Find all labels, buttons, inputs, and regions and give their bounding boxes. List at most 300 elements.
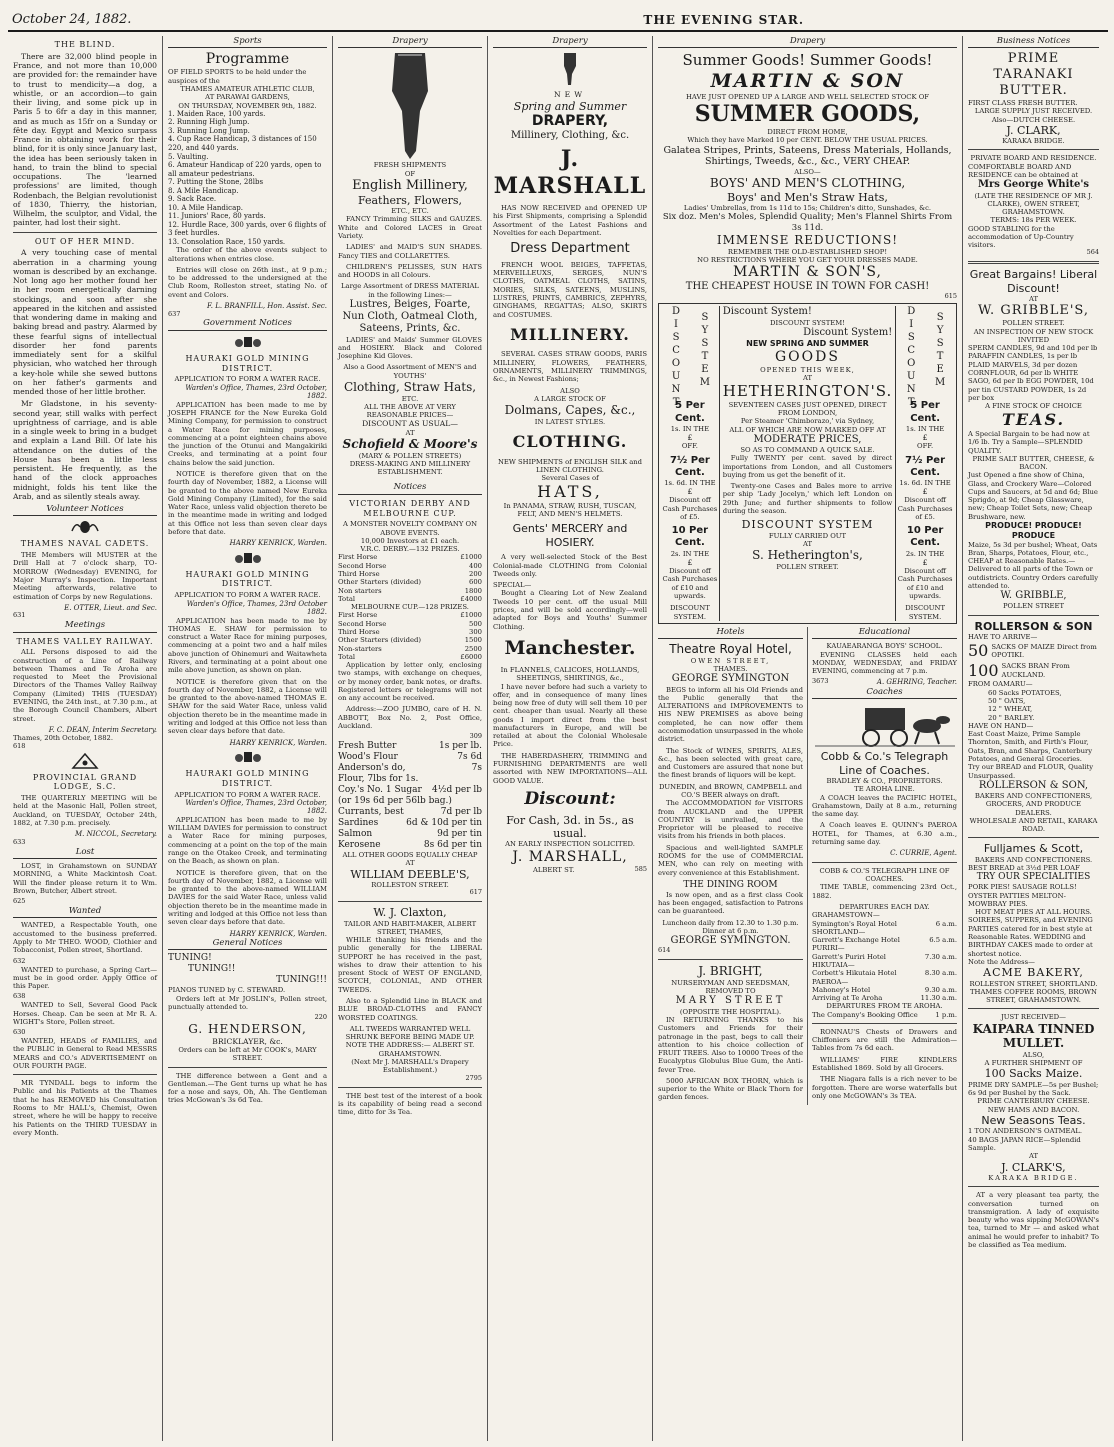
row-value: £4000 (460, 594, 482, 603)
bargains-title: Great Bargains! Liberal Discount! (969, 268, 1098, 295)
issue-date: October 24, 1882. (12, 12, 132, 28)
price-item: Salmon (338, 829, 373, 839)
cobb-telegraph: COBB & CO.'S TELEGRAPH LINE OF COACHES. (819, 866, 950, 884)
derby-title: VICTORIAN DERBY AND MELBOURNE CUP. (349, 498, 471, 518)
event-item: 6. Amateur Handicap of 220 yards, open to all amateur pedestrians. (168, 161, 322, 178)
column-business (963, 36, 1104, 1441)
martin-sons: MARTIN & SON'S, (733, 264, 882, 281)
cup-prize-table (338, 611, 482, 661)
hundred-number: 100 (968, 660, 999, 680)
hotels-header: Hotels (658, 627, 803, 639)
mind-title: OUT OF HER MIND. (34, 236, 136, 246)
twenty-text: Twenty-one Cases and Bales more to arrive per ship 'Lady Jocelyn,' which left London on 29th June; and further shipments to follow during the season. (722, 482, 893, 515)
divider (338, 1087, 482, 1088)
table-row (812, 961, 957, 969)
programme-entries: Entries will close on 26th inst., at 9 p.m.; to be addressed to the undersigned at the Club Room, Rolleston street, stating No. of event and Colors. (168, 265, 327, 299)
coach-text-2: A Coach leaves E. QUINN's PAEROA HOTEL, for Thames, at 6.30 a.m., returning same day. (812, 821, 957, 847)
deeble-street: ROLLESTON STREET. (371, 880, 449, 889)
java-text: 40 BAGS JAPAN RICE—Splendid Sample. (968, 1135, 1081, 1152)
column-notices (163, 36, 333, 1441)
ds-carried: DISCOUNT SYSTEM (741, 518, 874, 532)
row-value: £1000 (460, 611, 482, 620)
programme-intro: OF FIELD SPORTS to be held under the auspices of the (168, 68, 307, 85)
discount-title: Discount: (524, 788, 616, 809)
price-row (338, 785, 482, 796)
gov-notice-notice: NOTICE is therefore given, that on the fourth day of November, 1882, a License will be granted to the above-named WILLIAM DAVIES for the said Water Race, unless valid objection thereto be in the meantime made in writing and lodged at this Office not less than seven clear days before that date. (168, 868, 327, 927)
dolmans-title: Dolmans, Capes, &c., (504, 403, 636, 418)
karaka-bridge: KARAKA BRIDGE. (1002, 137, 1065, 146)
nursery-text: NURSERYMAN AND SEEDSMAN, REMOVED TO (671, 978, 790, 996)
new-spring: NEW SPRING AND SUMMER (746, 339, 869, 348)
price-value: 1s per lb. (439, 741, 482, 752)
niagara-text: THE Niagara falls is a rich never to be forgotten. There are worse waterfalls but only one McGOWAN's 3s TEA. (812, 1075, 957, 1100)
divider (968, 1186, 1099, 1187)
george-text: BEGS to inform all his Old Friends and the Public generally that the ALTERATIONS and IMPROVEMENTS to HIS NEW PREMISES as above being completed, he can now offer them accommodation unsurpassed in the whole district. (658, 685, 803, 744)
special-text: Bought a Clearing Lot of New Zealand Tweeds 10 per cent. off the usual Mill prices, and will be sold accordingly—well adapted for Boys and Youths' Summer Clothing. (493, 589, 647, 631)
hand-text: East Coast Maize, Prime Sample Thornton, Smith, and Firth's Flour, Oats, Bran, and Sharps, Canterbury Potatoes, and General Groceries. (968, 730, 1093, 763)
price-item: Anderson's do, (338, 763, 406, 774)
table-row (812, 986, 957, 994)
percent-off: Discount off Cash Purchases of £5. (662, 496, 718, 521)
divider (168, 1067, 327, 1068)
marked-off-text: ALL OF WHICH ARE NOW MARKED OFF AT (729, 425, 886, 434)
event-item: 7. Putting the Stone, 28lbs (168, 178, 264, 187)
claxton-name: W. J. Claxton, (373, 906, 447, 920)
clothing-text: NEW SHIPMENTS of ENGLISH SILK and LINEN CLOTHING. (497, 457, 643, 474)
row-label: Non starters (338, 586, 382, 595)
table-row (338, 620, 482, 628)
blind-article: There are 32,000 blind people in France, and not more than 10,000 are provided for: the remainder have to trust to mendicity—a dog, a whistle, or an accordion—to gain their living, and some pick up in Paris 5 to 6fr a day in this manner, and as much as 15fr on a Sunday or fête day. Egypt and Mexico surpass France in obtaining work for their blind, for it is only since January last, the idea has been seriously taken in hand, to train the blind to special occupations. The 'learned professions' are limited, though Rodenbach, the Belgian revolutionist of 1830, Thierry, the historian, Wilhelm, the sculptor, and Vidal, the painter, had lost their sight. (13, 51, 157, 228)
flannels-title: In FLANNELS, CALICOES, HOLLANDS, SHEETINGS, SHIRTINGS, &c., (500, 665, 640, 683)
above-text: ALL THE ABOVE AT VERY REASONABLE PRICES— (364, 402, 456, 420)
of-label: OF (404, 169, 416, 178)
drapery-title: DRAPERY, (531, 113, 609, 130)
table-row (338, 578, 482, 586)
price-value: 8s 6d per tin (423, 839, 482, 850)
programme-date: ON THURSDAY, NOVEMBER 9th, 1882. (178, 101, 317, 110)
marshall-footer: J. MARSHALL, (512, 848, 628, 865)
price-item: Flour, 7lbs for 1s. (338, 774, 419, 785)
ds-1: Discount System! (722, 306, 812, 318)
table-row (338, 595, 482, 603)
ad-number: 564 (1086, 248, 1099, 257)
percent-amount: 7½ Per Cent. (669, 454, 710, 478)
price-value: 7s 6d (457, 752, 482, 763)
large-label: A LARGE STOCK OF (534, 394, 606, 403)
oamaru-item: 50 " OATS, (988, 696, 1026, 705)
divider (968, 261, 1099, 264)
produce-title: PRODUCE! PRODUCE! PRODUCE (985, 521, 1082, 540)
row-label: Third Horse (338, 627, 380, 636)
railway-notice: ALL Persons disposed to aid the construction of a Line of Railway between Thames and Te Aroha are requested to Meet the Provisional Directors of the Thames Valley Railway Company (Limited) THIS (TUESDAY) EVENING, the 24th inst., at 7.30 p.m., at the Borough Council Chambers, Albert street. (13, 648, 157, 723)
cheap-text: ALL OTHER GOODS EQUALLY CHEAP (342, 850, 478, 859)
price-item: (or 19s 6d per 56lb bag.) (338, 796, 452, 807)
manchester-title: Manchester. (504, 636, 636, 659)
discount-system-label: DISCOUNT SYSTEM. (669, 604, 710, 621)
at-label: AT (405, 428, 415, 437)
rollerson-title: ROLLERSON & SON (974, 619, 1093, 633)
row-label: Other Starters (divided) (338, 578, 422, 587)
percent-item (661, 400, 719, 450)
bradley-text: BRADLEY & CO., PROPRIETORS. (826, 777, 943, 786)
row-value: 600 (469, 578, 482, 587)
ad-number: 585 (634, 864, 647, 873)
ronnau-text: RONNAU'S Chests of Drawers and Chiffoniers are still the Admiration—Tables from 7s 6d each. (812, 1027, 957, 1053)
blind-title: THE BLIND. (54, 40, 116, 49)
divider (968, 149, 1099, 150)
price-item: Currants, best (338, 807, 404, 818)
prime-salt: PRIME SALT BUTTER, CHEESE, & BACON. (972, 454, 1095, 472)
cheapest-text: THE CHEAPEST HOUSE IN TOWN FOR CASH! (685, 281, 930, 293)
row-value: 11.30 a.m. (920, 994, 957, 1003)
price-value: 6d & 10d per tin (406, 818, 482, 829)
percent-is: 1s. IN THE (905, 424, 945, 433)
spring-title: Spring and Summer (513, 99, 627, 113)
event-item: 4. Cup Race Handicap, 3 distances of 150 220, and 440 yards. (168, 135, 317, 152)
percent-off: Discount off Cash Purchases of £5. (897, 496, 953, 521)
gov-notice-title: HAURAKI GOLD MINING DISTRICT. (185, 353, 310, 373)
divider (968, 1008, 1099, 1009)
percent-is: 1s. 6d. IN THE (664, 478, 716, 487)
lustres-text: Lustres, Beiges, Foarte, Nun Cloth, Oatmeal Cloth, Sateens, Prints, &c. (342, 299, 478, 335)
cadets-signature: E. OTTER, Lieut. and Sec. (64, 603, 157, 612)
gov-notice-signature: HARRY KENRICK, Warden. (229, 539, 327, 548)
price-item: Coy.'s No. 1 Sugar (338, 785, 422, 796)
price-value: 7d per lb (440, 807, 482, 818)
bright-name: J. BRIGHT, (698, 964, 763, 979)
wanted-ad: WANTED, HEADS of FAMILIES, and the PUBLIC in General to Read MESSRS MEARS and CO.'s ADVERTISEMENT on OUR FOURTH PAGE. (13, 1037, 157, 1070)
seasons-teas: New Seasons Teas. (981, 1114, 1086, 1128)
etc-label: ETC., ETC. (391, 207, 429, 216)
marshall-name: J. MARSHALL (493, 146, 647, 200)
soirees-text: SOIREES, SUPPERS, and EVENING PARTIES catered for in best style at Reasonable Rates. WEDDING and BIRTHDAY CAKES made to order at shortest notice. (968, 916, 1093, 958)
oamaru-item: 60 Sacks POTATOES, (988, 688, 1062, 697)
row-value: 2500 (464, 644, 482, 653)
clothing-title: Clothing, Straw Hats, (343, 379, 477, 394)
discount-block (658, 303, 957, 624)
canter-cheese: PRIME CANTERBURY CHEESE. (977, 1097, 1090, 1106)
children-text: CHILDREN'S PELISSES, SUN HATS and HOODS in all Colours. (338, 262, 482, 280)
ad-number: 2795 (465, 1073, 482, 1082)
at-label: AT (1028, 1152, 1039, 1161)
gladstone-article: Mr Gladstone, in his seventy-second year, still walks with perfect uprightness of carriage, and is able in a single week to bring in a budget and explain a Land Bill. Of late his attendance on the duties of the House has been a little less persistent. He frequently, as the hand of the clock approaches midnight, folds his tent like the Arab, and as silently steals away. (13, 399, 157, 501)
stagecoach-icon (815, 702, 955, 748)
divider (338, 901, 482, 902)
departures-table (812, 911, 957, 1002)
summer-goods-title: Summer Goods! Summer Goods! (682, 51, 933, 70)
row-label: SHORTLAND— (812, 927, 866, 936)
six-text: Six doz. Men's Moles, Splendid Quality; Men's Flannel Shirts From 3s 11d. (662, 212, 953, 233)
gribble-name: W. GRIBBLE'S, (977, 303, 1090, 319)
table-row (338, 653, 482, 661)
row-label: First Horse (338, 553, 378, 562)
discount-right (896, 306, 954, 621)
price-row (338, 818, 482, 829)
price-value: 4½d per lb (432, 785, 482, 796)
drapery-header: Drapery (493, 36, 647, 48)
row-label: HIKUTAIA— (812, 960, 855, 969)
programme-club: THAMES AMATEUR ATHLETIC CLUB, (180, 85, 315, 93)
percent-amount: 10 Per Cent. (671, 525, 709, 549)
owen-street: OWEN STREET, (690, 656, 771, 665)
event-item: 13. Consolation Race, 150 yards. (168, 237, 286, 246)
price-item: Kerosene (338, 839, 381, 850)
tuning-2: TUNING!! (188, 964, 236, 975)
price-row (338, 774, 482, 785)
gov-notice-app: APPLICATION TO FORM A WATER RACE. (174, 790, 321, 799)
pollen-street: POLLEN STREET. (1002, 319, 1065, 328)
gents-title: Gents' MERCERY and HOSIERY. (512, 522, 628, 549)
percent-pound: £ (922, 487, 928, 497)
percent-item (896, 400, 954, 450)
divider (13, 1074, 157, 1075)
event-item: 10. A Mile Handicap. (168, 203, 243, 212)
special-label: SPECIAL— (493, 581, 532, 590)
private-board: PRIVATE BOARD AND RESIDENCE. (970, 154, 1097, 163)
wg-street: POLLEN STREET (1002, 602, 1064, 611)
price-row (338, 741, 482, 752)
programme-signature: F. L. BRANFILL, Hon. Assist. Sec. (207, 302, 327, 311)
lodge-signature: M. NICCOL, Secretary. (75, 830, 157, 839)
notices-header: Notices (338, 482, 482, 494)
claxton-trade: TAILOR AND HABIT-MAKER, ALBERT STREET, THAMES, (343, 919, 477, 936)
system-vertical: SYSTEM (934, 312, 946, 391)
acme-name: ACME BAKERY, (983, 966, 1084, 980)
tyndall-notice: MR TYNDALL begs to inform the Public and his Patients at the Thames that he has REMOVED his Consultation Rooms to Mr HALL's, Chemist, Owen street, where he will be happy to receive his Patients on the THIRD TUESDAY in every Month. (13, 1079, 157, 1137)
fifty-text: SACKS OF MAIZE Direct from OPOTIKI. (991, 642, 1097, 660)
choice-text: A FINE STOCK OF CHOICE (985, 402, 1082, 411)
dunedin-text: DUNEDIN, and BROWN, CAMPBELL and CO.'S BEER always on draft. (658, 782, 803, 799)
row-value: £6000 (460, 652, 482, 661)
programme-title: Programme (205, 51, 290, 68)
luncheon-text: Luncheon daily from 12.30 to 1.30 p.m. Dinner at 6 p.m. (662, 918, 799, 935)
price-item: Fresh Butter (338, 741, 397, 752)
fifty-number: 50 (968, 641, 989, 661)
large-supply: LARGE SUPPLY JUST RECEIVED. (974, 107, 1093, 116)
spacious-text: Spacious and well-lighted SAMPLE ROOMS for the use of COMMERCIAL MEN, who can rely on meeting with every convenience at this Establishment. (658, 843, 803, 877)
several-label: Several Cases of (541, 474, 599, 483)
pianos-title: PIANOS TUNED by C. STEWARD. (168, 986, 286, 995)
have-hand: HAVE ON HAND— (968, 721, 1034, 730)
row-label: PURIRI— (812, 944, 845, 953)
column-drapery-2 (488, 36, 653, 1441)
arrive-text: HAVE TO ARRIVE— (968, 633, 1038, 642)
gov-notice-office: Warden's Office, Thames, 23rd October 1882. (186, 599, 327, 617)
masthead (8, 6, 1108, 32)
dining-text: Is now open, and as a first class Cook has been engaged, satisfaction to Patrons can be guaranteed. (658, 890, 803, 916)
hot-pies: HOT MEAT PIES AT ALL HOURS. (975, 908, 1092, 917)
gov-notice-title: HAURAKI GOLD MINING DISTRICT. (185, 769, 310, 788)
divider (968, 615, 1099, 616)
discount-left (661, 306, 719, 621)
coat-of-arms-icon (70, 519, 100, 535)
percent-amount: 7½ Per Cent. (905, 454, 946, 478)
ad-number: 618 (13, 741, 26, 750)
cadets-notice: THE Members will MUSTER at the Drill Hall at 7 o'clock sharp, TO-MORROW (Wednesday) EVENING, for Major Murray's Inspection. Important Meeting afterwards, relative to estimation of Corps by new Regulations. (13, 551, 157, 601)
claxton-tweeds: ALL TWEEDS WARRANTED WELL SHRUNK BEFORE BEING MADE UP. (345, 1024, 475, 1042)
ad-number: 630 (13, 1028, 26, 1037)
masonic-emblem-icon (70, 753, 100, 769)
mind-article: A very touching case of mental aberration in a charming young woman is described by an exchange. Not long ago her mother found her in her room energetically darning stockings, and soon after she appeared in the kitchen and assisted that wondering dame in making and baking bread and pastry. Alarmed by these fearful signs of intellectual disorder her fond parents immediately sent for a skilful physician, who watched her through a key-hole while she sewed buttons on her father's garments and mended those of her little brother. (13, 248, 157, 396)
direct-text: DIRECT FROM HOME, (767, 127, 848, 136)
african-text: 5000 AFRICAN BOX THORN, which is superior to the White or Black Thorn for garden fences. (658, 1076, 803, 1102)
maize-text: Maize, 5s 3d per bushel; Wheat, Oats Bran, Sharps, Potatoes, Flour, etc., CHEAP at Reasonable Rates.—Delivered to all parts of the Town or outdistricts. Country Orders carefully attended to. (968, 540, 1099, 590)
office-label: The Company's Booking Office (812, 1010, 918, 1019)
event-item: 2. Running High Jump. (168, 118, 250, 127)
column-news (8, 36, 163, 1441)
departures-daily: DEPARTURES EACH DAY. (839, 902, 930, 911)
events-list (168, 110, 327, 247)
column-drapery-1 (333, 36, 488, 1441)
pointing-hand-icon (380, 51, 440, 161)
address-text: Address:—ZOO JUMBO, care of H. N. ABBOTT, Box No. 2, Post Office, Auckland. (338, 705, 482, 731)
karaka-2: KARAKA BRIDGE. (988, 1173, 1079, 1182)
ad-number: 637 (168, 309, 181, 318)
gov-notice-signature: HARRY KENRICK, Warden. (229, 929, 327, 938)
terms-text: TERMS: 18s PER WEEK. (990, 216, 1077, 225)
panama-text: In PANAMA, STRAW, RUSH, TUSCAN, FELT, AND MEN'S HELMETS. (503, 501, 637, 519)
remember-text: REMEMBER THE OLD-ESTABLISHED SHOP! (727, 247, 888, 256)
row-value: 6 a.m. (935, 919, 957, 928)
deeble-name: WILLIAM DEEBLE'S, (350, 867, 470, 881)
clothing-heading: CLOTHING. (512, 432, 628, 451)
row-value: 8.30 a.m. (924, 969, 957, 978)
price-item: Sardines (338, 818, 379, 829)
price-row (338, 752, 482, 763)
party-joke: AT a very pleasant tea party, the conversation turned on transmigration. A lady of exquisite beauty who was sipping McGOWAN's tea, turned to Mr — and asked what animal he would prefer to inhabit? To be classified as Tea medium. (968, 1191, 1099, 1249)
hats-title: HATS, (537, 482, 603, 502)
percent-pound: £ (922, 557, 928, 567)
white-name: Mrs George White's (977, 179, 1090, 191)
mary-street: MARY STREET (675, 995, 786, 1007)
thames-label: THAMES. (713, 665, 748, 674)
table-row (812, 920, 957, 928)
so-as-text: SO AS TO COMMAND A QUICK SALE. (740, 446, 875, 454)
row-value: 300 (469, 627, 482, 636)
new-label: NEW (554, 90, 586, 100)
right-lower-section (807, 627, 957, 1105)
government-header: Government Notices (168, 318, 327, 330)
price-row (338, 840, 482, 851)
at-label: AT (405, 859, 415, 868)
dining-title: THE DINING ROOM (683, 879, 778, 890)
percent-list (661, 400, 719, 600)
wanted-ad: WANTED, a Respectable Youth, one accustomed to the business preferred. Apply to Mr THEO. WOOD, Clothier and Tobacconist, Pollen street, Shortland. (13, 921, 157, 955)
percent-off: OFF. (681, 442, 698, 451)
pianos-text: Orders left at Mr JOSLIN's, Pollen street, punctually attended to. (168, 994, 327, 1011)
summer-goods-heading: SUMMER GOODS, (694, 101, 921, 128)
fulljames-title: Fulljames & Scott, (983, 842, 1084, 856)
percent-off: OFF. (917, 442, 934, 451)
discount-vertical: DISCOUNT (905, 306, 917, 411)
haberdashery-text: THE HABERDASHERY, TRIMMING and FURNISHING DEPARTMENTS are well assorted with NEW IMPORTATIONS—ALL GOOD VALUE. (493, 751, 647, 785)
price-item: Wood's Flour (338, 752, 398, 763)
percent-pound: £ (922, 433, 928, 442)
lost-header: Lost (13, 847, 157, 859)
row-label: Garrett's Puriri Hotel (812, 952, 886, 961)
claxton-text: WHILE thanking his friends and the public generally for the LIBERAL SUPPORT he has received in the past, wishes to draw their attention to his present Stock of WEST OF ENGLAND, SCOTCH, COLONIAL, AND OTHER TWEEDS. (338, 936, 482, 994)
programme-note: The order of the above events subject to alterations when entries close. (168, 246, 327, 263)
oamaru-list (968, 689, 1099, 722)
prime-dry: PRIME DRY SAMPLE—5s per Bushel; 6s 9d per Bushel by the Sack. (968, 1080, 1099, 1098)
gov-notice-office: Warden's Office, Thames, 23rd October, 1882. (185, 383, 327, 401)
percent-pound: £ (687, 433, 693, 442)
table-row (812, 969, 957, 977)
percent-amount: 10 Per Cent. (906, 525, 944, 549)
row-value: £1000 (460, 553, 482, 562)
table-row (812, 928, 957, 936)
lost-notice: LOST, in Grahamstown on SUNDAY MORNING, a White Mackintosh Coat. Will the finder please return it to Wm. Brown, Butcher, Albert street. (13, 862, 157, 895)
fully-text: Fully TWENTY per cent. saved by direct importations from London, and all Customers buying from us get the benefit of it. (722, 454, 893, 479)
schofield-address: (MARY & POLLEN STREETS) (358, 451, 462, 460)
henderson-trade: BRICKLAYER, &c. (212, 1036, 283, 1046)
row-label: PAEROA— (812, 977, 849, 986)
table-row (812, 978, 957, 986)
claxton-next: (Next Mr J. MARSHALL's Drapery Establishment.) (351, 1058, 469, 1075)
percent-amount: 5 Per Cent. (674, 400, 705, 424)
ad-number: 614 (658, 946, 671, 955)
claxton-also: Also to a Splendid Line in BLACK and BLUE BROAD-CLOTHS and FANCY WORSTED COATINGS. (338, 997, 482, 1022)
martin-name: MARTIN & SON (710, 69, 905, 92)
row-label: Corbett's Hikutaia Hotel (812, 969, 897, 978)
ad-number: 615 (944, 292, 957, 301)
ds-3: Discount System! (803, 326, 893, 338)
dress-department: Dress Department (510, 241, 630, 257)
discount-system-label: DISCOUNT SYSTEM. (905, 604, 945, 621)
business-header: Business Notices (968, 36, 1099, 48)
opposite-text: (OPPOSITE THE HOSPITAL). (679, 1007, 782, 1016)
gov-notice-text: APPLICATION has been made to me by THOMAS E. SHAW for permission to construct a Water Race for mining purposes, commencing at a point two and a half miles above junction of Ohinemuri and Waitawheta Rivers, and terminating at a point about one mile above junction, as shown on plan. (168, 616, 327, 675)
event-item: 3. Running Long Jump. (168, 126, 250, 135)
just-received: JUST RECEIVED— (1001, 1013, 1066, 1022)
price-value: 7s (471, 763, 482, 774)
immense-text: IMMENSE REDUCTIONS! (716, 232, 899, 247)
seventeen-text: SEVENTEEN CASES JUST OPENED, DIRECT FROM LONDON, (728, 400, 887, 417)
table-row (338, 587, 482, 595)
row-value: 200 (469, 569, 482, 578)
gov-notice-office: Warden's Office, Thames, 23rd October, 1882. (185, 798, 327, 816)
table-row (812, 944, 957, 952)
latest-label: IN LATEST STYLES. (534, 417, 606, 426)
ad-number: 632 (13, 956, 26, 965)
pointing-hand-icon (556, 52, 584, 86)
millinery-line: Millinery, Clothing, &c. (510, 130, 630, 142)
try-specialities: TRY OUR SPECIALITIES (976, 872, 1091, 883)
row-label: Garrett's Exchange Hotel (812, 936, 900, 945)
drapery-header: Drapery (658, 36, 957, 48)
norestrict-text: NO RESTRICTIONS WHERE YOU GET YOUR DRESSES MADE. (697, 255, 918, 264)
stock-text: The Stock of WINES, SPIRITS, ALES, &c., has been selected with great care, and Customers are assured that none but the finest brands of liquors will be kept. (658, 746, 803, 780)
divider (812, 862, 957, 863)
goods-label: GOODS (775, 348, 840, 365)
percent-is: 1s. 6d. IN THE (899, 478, 951, 487)
etc-label: ETC. (401, 394, 419, 403)
percent-item (896, 525, 954, 600)
marked-text: Which they have Marked 10 per CENT. BELOW THE USUAL PRICES. (687, 136, 928, 145)
gov-notice-notice: NOTICE is therefore given that on the fourth day of November, 1882, a License will be granted to the above-named THOMAS E. SHAW for the said Water Race, unless valid objection thereto be in the meantime made in writing and lodged at this Office not less than seven clear days before that date. (168, 677, 327, 736)
inspection-text: AN INSPECTION OF NEW STOCK INVITED (973, 327, 1094, 344)
percent-item (661, 455, 719, 522)
at-label: AT (802, 374, 813, 383)
gov-notice-app: APPLICATION TO FORM A WATER RACE. (174, 591, 321, 600)
royal-arms-icon (233, 550, 263, 566)
millinery-title: English Millinery, (352, 177, 468, 193)
at-label: AT (802, 539, 813, 548)
gov-notice-text: APPLICATION has been made to me by JOSEPH FRANCE for the New Eureka Gold Mining Company, for permission to construct a Water Race for mining purposes, commencing at a point eighteen chains above the junction of the Otunui and Mangakiriki Creeks, and terminating at a point four chains below the said junction. (168, 400, 327, 467)
cup-title: MELBOURNE CUP.—128 PRIZES. (351, 603, 469, 612)
oamaru-item: 12 " WHEAT, (988, 705, 1033, 714)
departures-aroha: DEPARTURES FROM TE AROHA. (826, 1002, 943, 1011)
